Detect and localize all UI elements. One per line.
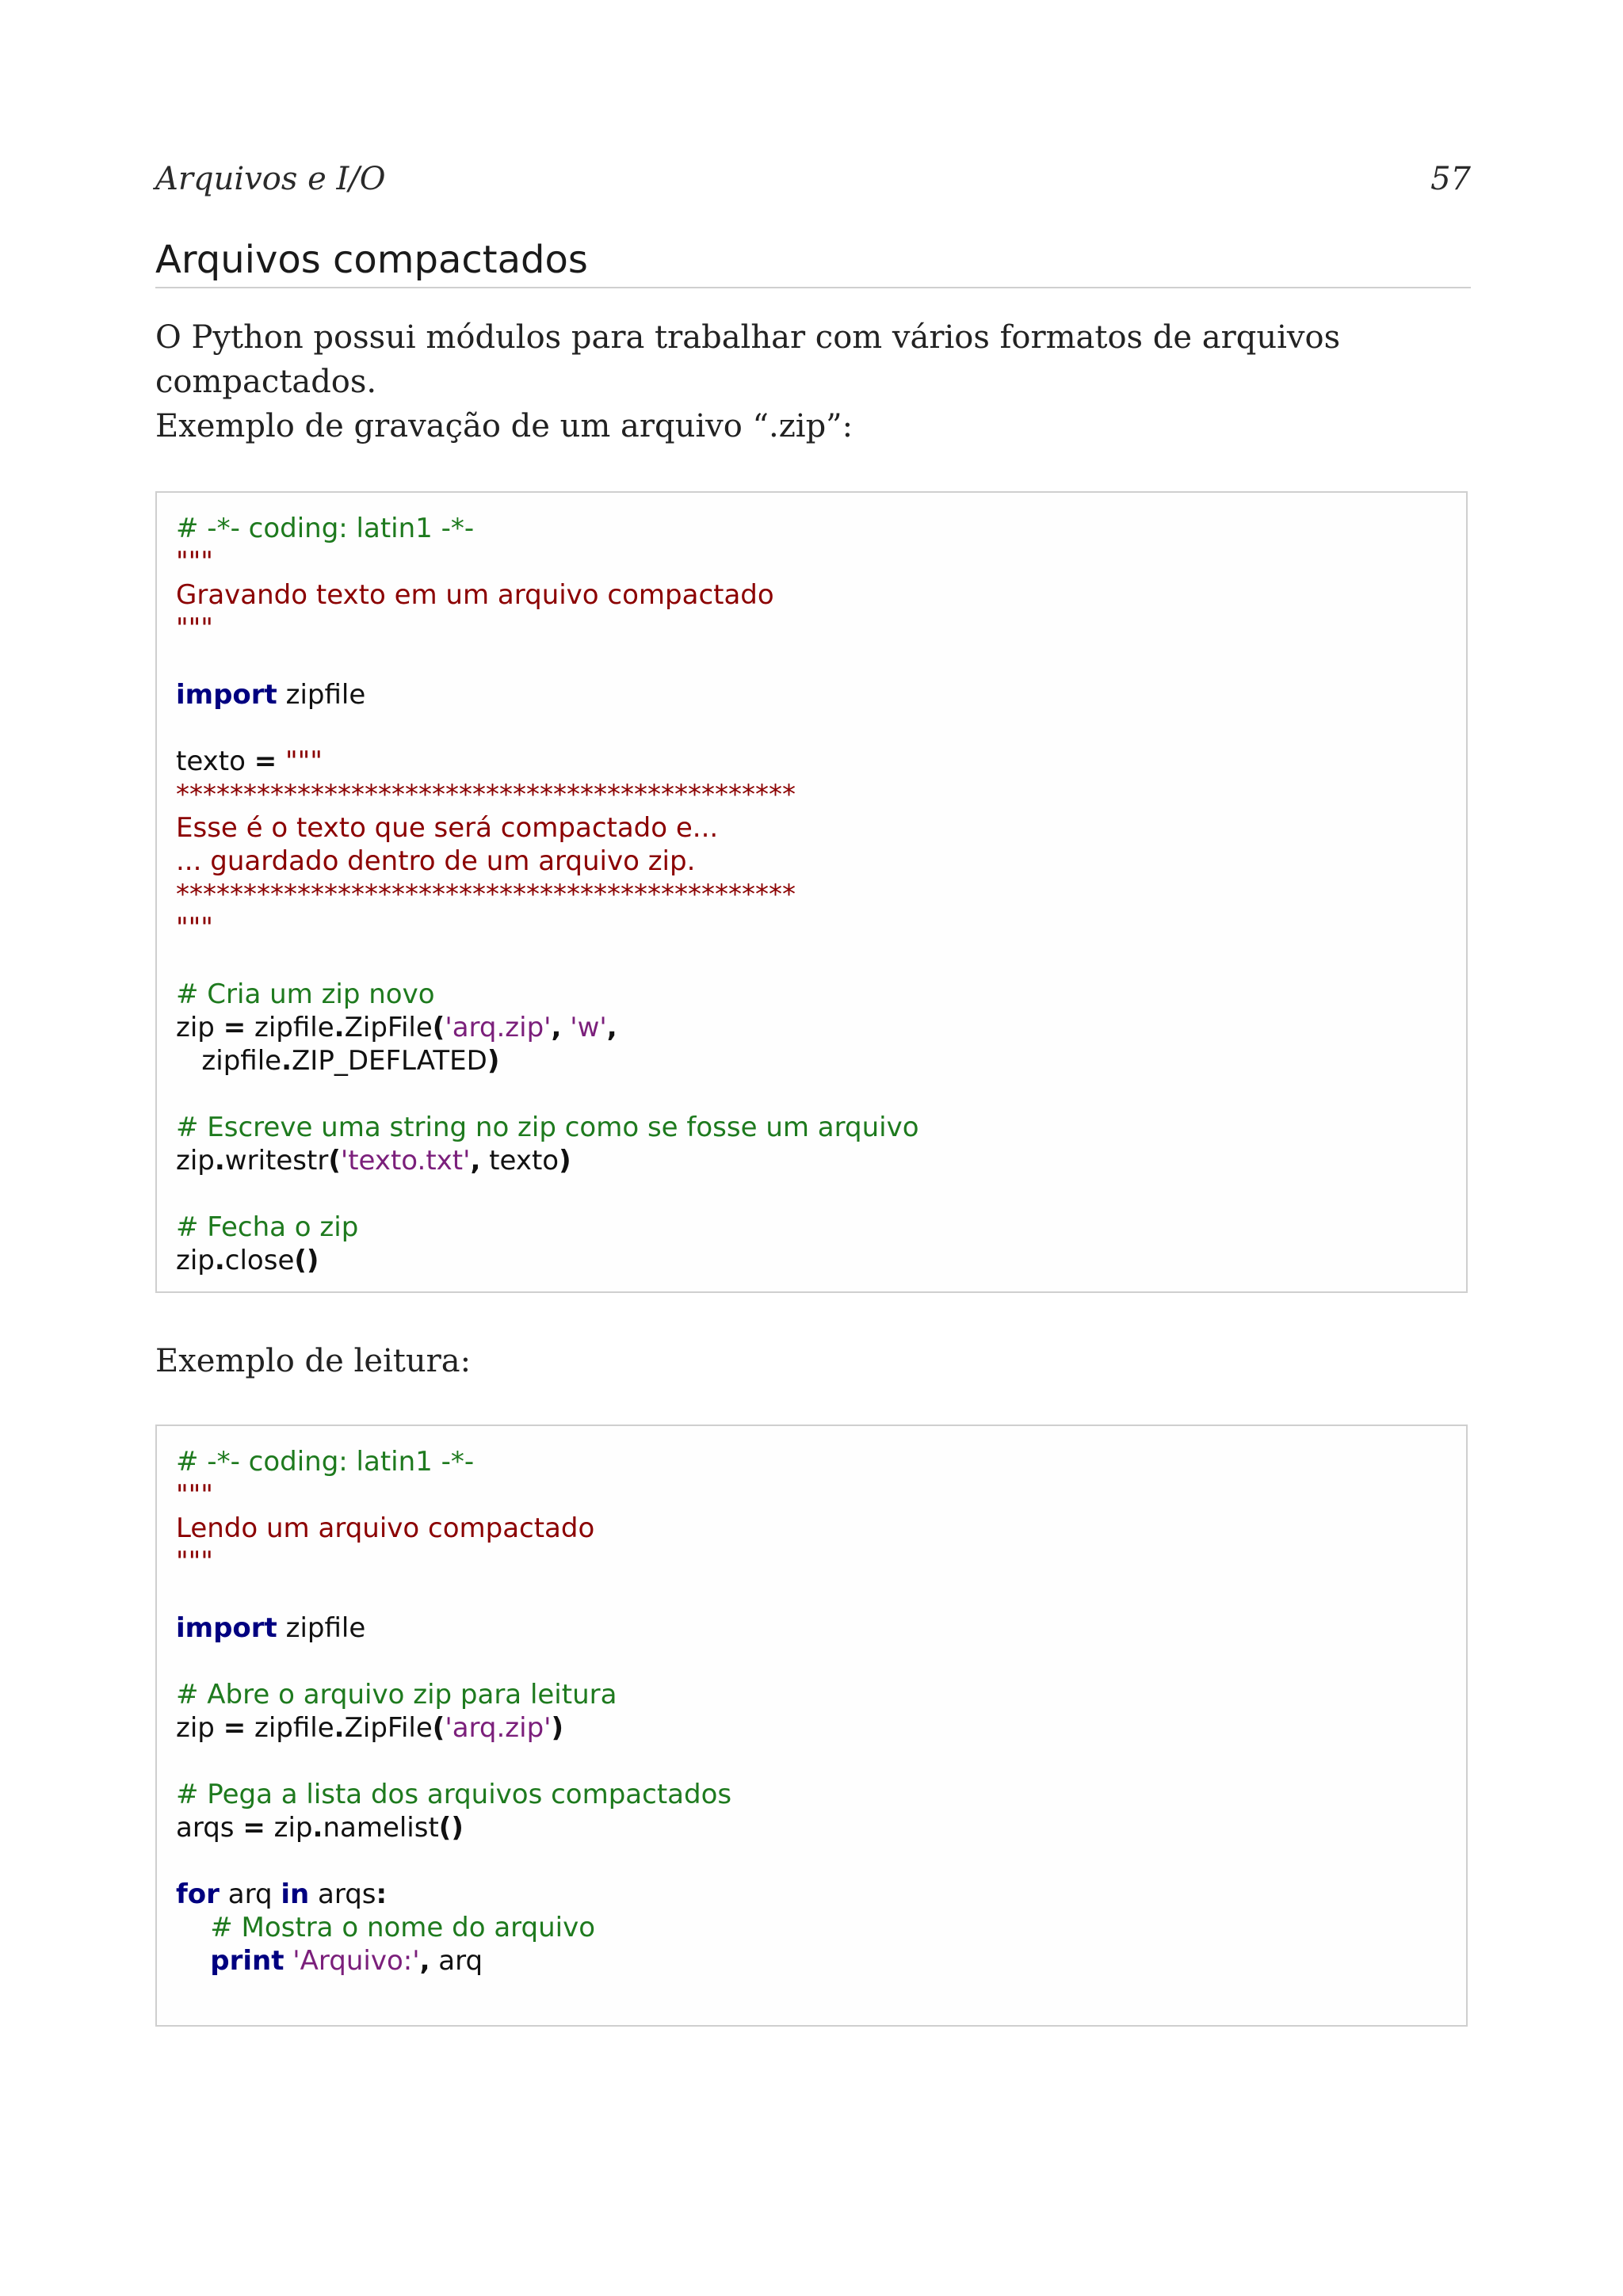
section-title: Arquivos compactados bbox=[155, 235, 1471, 288]
code-string: """ bbox=[277, 746, 323, 777]
code-comment: # Fecha o zip bbox=[176, 1211, 359, 1243]
write-example-caption: Exemplo de gravação de um arquivo “.zip”: bbox=[155, 408, 854, 444]
code-text bbox=[284, 1945, 292, 1977]
code-operator: ( bbox=[328, 1145, 341, 1177]
code-operator: ) bbox=[559, 1145, 571, 1177]
code-comment: # -*- coding: latin1 -*- bbox=[176, 1446, 475, 1478]
code-text: texto bbox=[176, 746, 254, 777]
code-operator: , bbox=[419, 1945, 430, 1977]
code-comment: # Pega a lista dos arquivos compactados bbox=[176, 1779, 732, 1810]
code-string: Gravando texto em um arquivo compactado bbox=[176, 579, 774, 611]
code-operator: = bbox=[223, 1012, 246, 1043]
code-string: """ bbox=[176, 546, 213, 578]
chapter-title: Arquivos e I/O bbox=[155, 161, 386, 197]
code-literal: 'arq.zip' bbox=[445, 1712, 552, 1744]
code-operator: ) bbox=[551, 1712, 564, 1744]
code-literal: 'w' bbox=[570, 1012, 607, 1043]
code-string: """ bbox=[176, 1546, 213, 1577]
code-operator: . bbox=[214, 1245, 225, 1276]
code-block-write-zip bbox=[155, 491, 1468, 1293]
code-text: arqs bbox=[176, 1812, 243, 1844]
code-string: Esse é o texto que será compactado e... bbox=[176, 812, 719, 844]
code-operator: , bbox=[551, 1012, 562, 1043]
code-operator: = bbox=[223, 1712, 246, 1744]
code-comment: # -*- coding: latin1 -*- bbox=[176, 513, 475, 544]
code-listing bbox=[176, 512, 919, 1277]
running-header bbox=[155, 157, 1471, 201]
code-string: ********************************************** bbox=[176, 879, 796, 910]
code-text: ZipFile bbox=[344, 1012, 433, 1043]
code-block-read-zip bbox=[155, 1425, 1468, 2027]
code-comment: # Escreve uma string no zip como se fosse um arquivo bbox=[176, 1112, 919, 1143]
code-text: zipfile bbox=[277, 679, 366, 711]
code-text: ZipFile bbox=[344, 1712, 433, 1744]
code-string: ... guardado dentro de um arquivo zip. bbox=[176, 845, 696, 877]
code-literal: 'texto.txt' bbox=[340, 1145, 471, 1177]
code-text: zip bbox=[176, 1245, 215, 1276]
intro-paragraph: O Python possui módulos para trabalhar com vários formatos de arquivos compactados. bbox=[155, 319, 1341, 400]
code-text: close bbox=[224, 1245, 295, 1276]
code-comment: # Abre o arquivo zip para leitura bbox=[176, 1679, 617, 1711]
code-operator: , bbox=[470, 1145, 481, 1177]
code-string: ********************************************** bbox=[176, 779, 796, 810]
code-text bbox=[176, 1945, 210, 1977]
code-operator: = bbox=[254, 746, 277, 777]
code-operator: ( bbox=[432, 1712, 445, 1744]
code-text: namelist bbox=[323, 1812, 439, 1844]
code-keyword: for bbox=[176, 1878, 220, 1910]
code-operator: . bbox=[312, 1812, 323, 1844]
code-text: arqs bbox=[309, 1878, 376, 1910]
code-operator: ) bbox=[487, 1045, 500, 1077]
code-literal: 'Arquivo:' bbox=[292, 1945, 420, 1977]
read-example-caption: Exemplo de leitura: bbox=[155, 1343, 472, 1379]
code-text: arq bbox=[430, 1945, 483, 1977]
code-text: zip bbox=[176, 1145, 215, 1177]
code-listing bbox=[176, 1445, 731, 1978]
code-text: zip bbox=[176, 1012, 223, 1043]
code-operator: : bbox=[376, 1878, 388, 1910]
code-text: writestr bbox=[224, 1145, 329, 1177]
code-string: """ bbox=[176, 912, 213, 944]
code-string: """ bbox=[176, 1479, 213, 1511]
code-text: zipfile bbox=[246, 1712, 334, 1744]
code-text: zipfile bbox=[277, 1612, 366, 1644]
page-number: 57 bbox=[1430, 161, 1471, 197]
code-comment: # Cria um zip novo bbox=[176, 978, 435, 1010]
code-keyword: import bbox=[176, 1612, 277, 1644]
code-text: arq bbox=[219, 1878, 281, 1910]
code-text bbox=[561, 1012, 570, 1043]
code-operator: = bbox=[242, 1812, 265, 1844]
code-operator: . bbox=[334, 1012, 345, 1043]
code-text: ZIP_DEFLATED bbox=[292, 1045, 487, 1077]
code-operator: () bbox=[294, 1245, 319, 1276]
code-operator: . bbox=[334, 1712, 345, 1744]
code-string: """ bbox=[176, 612, 213, 644]
code-keyword: in bbox=[281, 1878, 310, 1910]
code-keyword: print bbox=[210, 1945, 285, 1977]
code-operator: . bbox=[214, 1145, 225, 1177]
code-text: zip bbox=[176, 1712, 223, 1744]
code-string: Lendo um arquivo compactado bbox=[176, 1512, 595, 1544]
code-operator: , bbox=[606, 1012, 617, 1043]
code-text: zipfile bbox=[246, 1012, 334, 1043]
code-text: zip bbox=[265, 1812, 313, 1844]
code-text: texto bbox=[480, 1145, 559, 1177]
code-text: zipfile bbox=[176, 1045, 282, 1077]
code-operator: . bbox=[281, 1045, 292, 1077]
code-literal: 'arq.zip' bbox=[445, 1012, 552, 1043]
code-keyword: import bbox=[176, 679, 277, 711]
code-comment: # Mostra o nome do arquivo bbox=[176, 1912, 596, 1943]
code-operator: ( bbox=[432, 1012, 445, 1043]
code-operator: () bbox=[438, 1812, 464, 1844]
